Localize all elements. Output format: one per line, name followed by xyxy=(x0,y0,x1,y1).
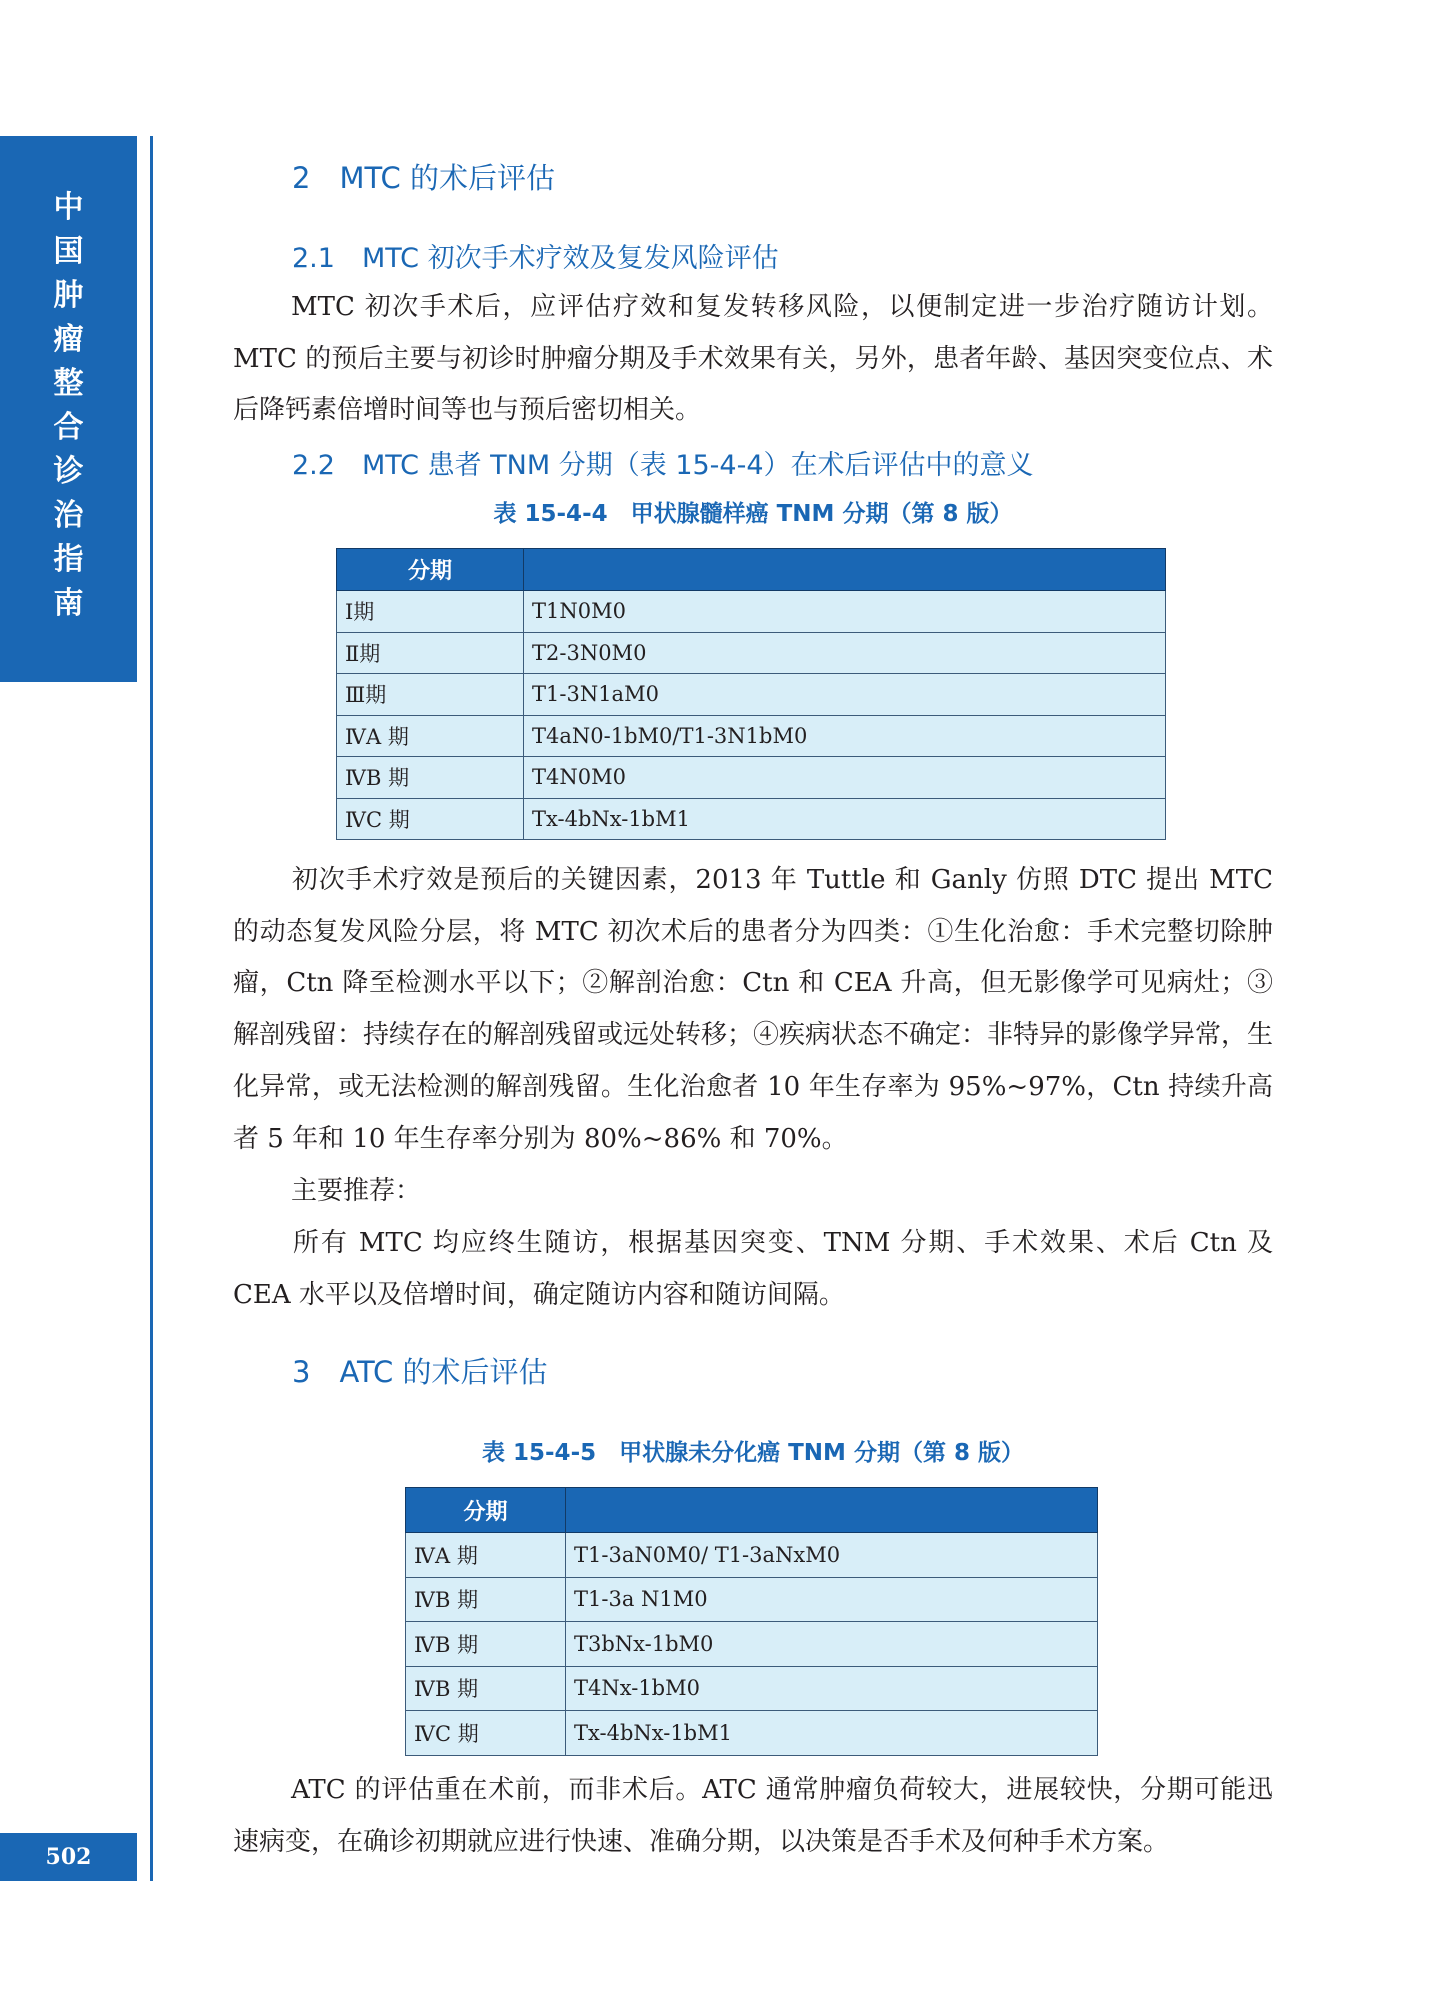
book-title-char: 治 xyxy=(53,498,84,533)
stage-cell: ⅣC 期 xyxy=(337,798,524,840)
stage-cell: ⅣB 期 xyxy=(337,757,524,799)
tnm-cell: T1-3a N1M0 xyxy=(566,1577,1098,1622)
paragraph-mtc-postop xyxy=(233,282,1273,437)
heading-2-1: 2.1 MTC 初次手术疗效及复发风险评估 xyxy=(292,243,779,274)
table-row xyxy=(406,1533,1098,1578)
header-criteria xyxy=(566,1488,1098,1533)
paragraph-text: 初次手术疗效是预后的关键因素，2013 年 Tuttle 和 Ganly 仿照 DTC 提出 MTC 的动态复发风险分层，将 MTC 初次术后的患者分为四类：①生化治愈：手术完整切除肿瘤，Ctn 降至检测水平以下；②解剖治愈：Ctn 和 CEA 升高，但无影像学可见病灶；③解剖残留：持续存在的解剖残留或远处转移；④疾病状态不确定：非特异的影像学异常，生化异常，或无法检测的解剖残留。生化治愈者 10 年生存率为 95%~97%，Ctn 持续升高者 5 年和 10 年生存率分别为 80%~86% 和 70%。 xyxy=(233,865,1274,1154)
heading-atc-postop: 3 ATC 的术后评估 xyxy=(292,1355,548,1389)
tnm-cell: T2-3N0M0 xyxy=(524,632,1166,674)
margin-rule xyxy=(150,136,153,1881)
table-row xyxy=(406,1666,1098,1711)
table-row xyxy=(337,591,1166,633)
table-row xyxy=(337,798,1166,840)
book-title-char: 南 xyxy=(53,586,84,621)
table-caption-atc: 表 15-4-5 甲状腺未分化癌 TNM 分期（第 8 版） xyxy=(482,1440,1024,1466)
table-header-row xyxy=(337,549,1166,591)
stage-cell: Ⅲ期 xyxy=(337,674,524,716)
stage-cell: ⅣB 期 xyxy=(406,1577,566,1622)
paragraph-recommendation xyxy=(233,1218,1273,1321)
page-number: 502 xyxy=(0,1833,137,1881)
tnm-cell: T4N0M0 xyxy=(524,757,1166,799)
paragraph-text: 所有 MTC 均应终生随访，根据基因突变、TNM 分期、手术效果、术后 Ctn 及 CEA 水平以及倍增时间，确定随访内容和随访间隔。 xyxy=(233,1228,1273,1310)
stage-cell: ⅣC 期 xyxy=(406,1711,566,1756)
book-title-vertical xyxy=(0,186,137,626)
table-row xyxy=(337,632,1166,674)
table-row xyxy=(406,1622,1098,1667)
recommendation-label xyxy=(233,1166,1273,1218)
book-title-char: 指 xyxy=(53,542,84,577)
book-title-char: 瘤 xyxy=(53,322,84,357)
heading-mtc-postop: 2 MTC 的术后评估 xyxy=(292,161,555,195)
header-stage: 分期 xyxy=(406,1488,566,1533)
table-atc-tnm xyxy=(405,1487,1098,1756)
tnm-cell: T1-3aN0M0/ T1-3aNxM0 xyxy=(566,1533,1098,1578)
tnm-cell: T4aN0-1bM0/T1-3N1bM0 xyxy=(524,715,1166,757)
stage-cell: ⅣA 期 xyxy=(406,1533,566,1578)
tnm-cell: Tx-4bNx-1bM1 xyxy=(524,798,1166,840)
heading-2-2: 2.2 MTC 患者 TNM 分期（表 15-4-4）在术后评估中的意义 xyxy=(292,450,1034,481)
paragraph-text: MTC 初次手术后，应评估疗效和复发转移风险，以便制定进一步治疗随访计划。MTC 的预后主要与初诊时肿瘤分期及手术效果有关，另外，患者年龄、基因突变位点、术后降钙素倍增时间等也与预后密切相关。 xyxy=(233,292,1273,426)
tnm-cell: T1-3N1aM0 xyxy=(524,674,1166,716)
table-row xyxy=(337,674,1166,716)
stage-cell: ⅣB 期 xyxy=(406,1622,566,1667)
stage-cell: ⅣB 期 xyxy=(406,1666,566,1711)
book-title-char: 整 xyxy=(53,366,84,401)
header-stage: 分期 xyxy=(337,549,524,591)
header-criteria xyxy=(524,549,1166,591)
tnm-cell: T4Nx-1bM0 xyxy=(566,1666,1098,1711)
table-caption-mtc: 表 15-4-4 甲状腺髓样癌 TNM 分期（第 8 版） xyxy=(493,501,1013,527)
table-mtc-tnm xyxy=(336,548,1166,840)
stage-cell: Ⅱ期 xyxy=(337,632,524,674)
stage-cell: Ⅰ期 xyxy=(337,591,524,633)
tnm-cell: Tx-4bNx-1bM1 xyxy=(566,1711,1098,1756)
table-row xyxy=(406,1711,1098,1756)
book-title-char: 合 xyxy=(53,410,84,445)
tnm-cell: T1N0M0 xyxy=(524,591,1166,633)
table-row xyxy=(337,757,1166,799)
book-title-char: 肿 xyxy=(53,278,84,313)
book-title-char: 中 xyxy=(53,190,84,225)
tnm-cell: T3bNx-1bM0 xyxy=(566,1622,1098,1667)
table-header-row xyxy=(406,1488,1098,1533)
book-title-char: 诊 xyxy=(53,454,84,489)
paragraph-text: ATC 的评估重在术前，而非术后。ATC 通常肿瘤负荷较大，进展较快，分期可能迅速病变，在确诊初期就应进行快速、准确分期，以决策是否手术及何种手术方案。 xyxy=(233,1775,1273,1857)
paragraph-risk-stratification xyxy=(233,855,1273,1165)
book-title-char: 国 xyxy=(53,234,84,269)
stage-cell: ⅣA 期 xyxy=(337,715,524,757)
table-row xyxy=(337,715,1166,757)
table-row xyxy=(406,1577,1098,1622)
paragraph-atc-assessment xyxy=(233,1765,1273,1868)
recommendation-label-text: 主要推荐： xyxy=(291,1176,422,1206)
